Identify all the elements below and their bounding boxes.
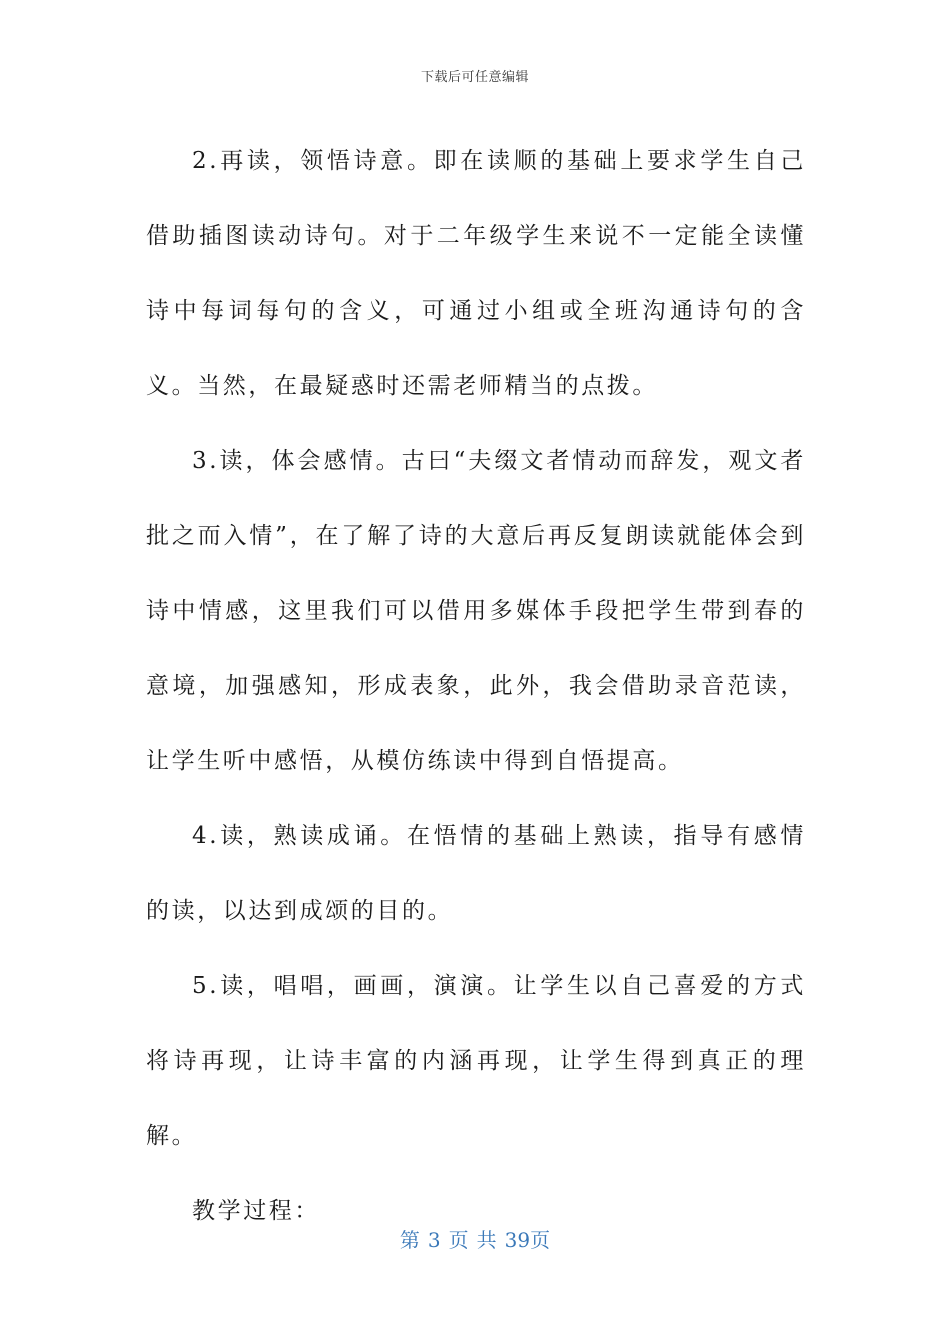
footer-current-page: 3 [427,1228,441,1252]
footer-label-total: 共 [476,1228,497,1252]
page-footer [0,1224,950,1253]
paragraph: 3.读，体会感情。古曰“夫缀文者情动而辞发，观文者批之而入情”，在了解了诗的大意后再反复朗读就能体会到诗中情感，这里我们可以借用多媒体手段把学生带到春的意境，加强感知，形成表象，此外，我会借助录音范读，让学生听中感悟，从模仿练读中得到自悟提高。 [146,448,806,774]
footer-total-pages: 39页 [504,1228,551,1252]
paragraph: 4.读，熟读成诵。在悟情的基础上熟读，指导有感情的读，以达到成颂的目的。 [146,823,806,924]
paragraph: 2.再读，领悟诗意。即在读顺的基础上要求学生自己借助插图读动诗句。对于二年级学生来说不一定能全读懂诗中每词每句的含义，可通过小组或全班沟通诗句的含义。当然，在最疑惑时还需老师精当的点拨。 [146,148,806,399]
document-body [146,124,806,1249]
header-note: 下载后可任意编辑 [420,70,529,85]
paragraph: 5.读，唱唱，画画，演演。让学生以自己喜爱的方式将诗再现，让诗丰富的内涵再现，让学生得到真正的理解。 [146,973,806,1149]
paragraph: 教学过程： [192,1198,320,1224]
footer-label-page-unit: 页 [448,1228,469,1252]
footer-label-page: 第 [399,1228,420,1252]
